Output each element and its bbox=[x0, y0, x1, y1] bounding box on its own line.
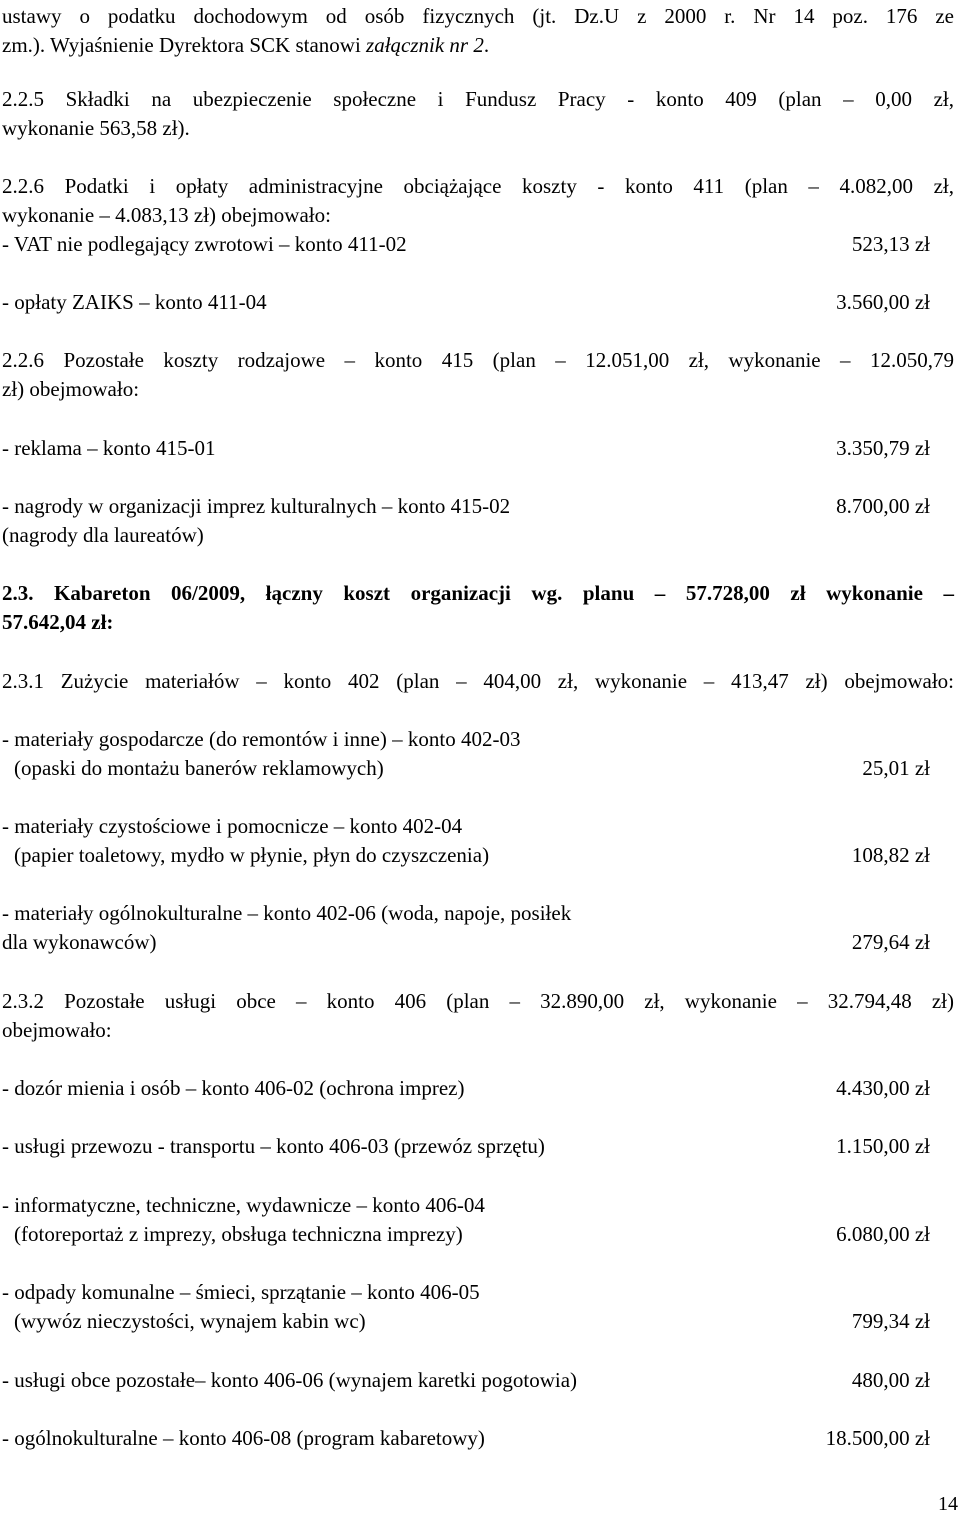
section-2-2-6-heading: 2.2.6 Podatki i opłaty administracyjne obciążające koszty - konto 411 (plan – 4.082,00 zł, bbox=[2, 174, 954, 198]
paragraph-line: ustawy o podatku dochodowym od osób fizycznych (jt. Dz.U z 2000 r. Nr 14 poz. 176 ze bbox=[2, 4, 954, 28]
line-item-label: - ogólnokulturalne – konto 406-08 (program kabaretowy) bbox=[2, 1426, 485, 1450]
line-item-amount: 480,00 zł bbox=[851, 1368, 930, 1392]
line-item-label: - opłaty ZAIKS – konto 411-04 bbox=[2, 290, 267, 314]
line-item-label: - informatyczne, techniczne, wydawnicze – konto 406-04 bbox=[2, 1193, 485, 1217]
page-number: 14 bbox=[938, 1493, 958, 1515]
paragraph-line: obejmowało: bbox=[2, 1018, 112, 1042]
line-item-amount: 108,82 zł bbox=[851, 843, 930, 867]
section-2-2-5-heading: 2.2.5 Składki na ubezpieczenie społeczne i Fundusz Pracy - konto 409 (plan – 0,00 zł, bbox=[2, 87, 954, 111]
line-item-label: - reklama – konto 415-01 bbox=[2, 436, 216, 460]
line-item-label: - VAT nie podlegający zwrotowi – konto 411-02 bbox=[2, 232, 407, 256]
line-item-label: - materiały ogólnokulturalne – konto 402-06 (woda, napoje, posiłek bbox=[2, 901, 572, 925]
line-item-sublabel: dla wykonawców) bbox=[2, 930, 157, 954]
paragraph-line: wykonanie – 4.083,13 zł) obejmowało: bbox=[2, 203, 331, 227]
paragraph-line bbox=[2, 35, 954, 56]
line-item-amount: 6.080,00 zł bbox=[836, 1222, 930, 1246]
line-item-label: - materiały czystościowe i pomocnicze – konto 402-04 bbox=[2, 814, 463, 838]
text: zm.). Wyjaśnienie Dyrektora SCK stanowi bbox=[2, 33, 367, 57]
line-item-amount: 8.700,00 zł bbox=[836, 494, 930, 518]
line-item-label: - usługi przewozu - transportu – konto 406-03 (przewóz sprzętu) bbox=[2, 1134, 545, 1158]
line-item-label: - materiały gospodarcze (do remontów i inne) – konto 402-03 bbox=[2, 727, 521, 751]
section-2-3-heading-cont: 57.642,04 zł: bbox=[2, 610, 114, 634]
line-item-amount: 4.430,00 zł bbox=[836, 1076, 930, 1100]
line-item-amount: 1.150,00 zł bbox=[836, 1134, 930, 1158]
line-item-sublabel: (nagrody dla laureatów) bbox=[2, 523, 204, 547]
line-item-amount: 799,34 zł bbox=[851, 1309, 930, 1333]
section-2-2-6b-heading: 2.2.6 Pozostałe koszty rodzajowe – konto 415 (plan – 12.051,00 zł, wykonanie – 12.050,79 bbox=[2, 348, 954, 372]
line-item-amount: 279,64 zł bbox=[851, 930, 930, 954]
line-item-sublabel: (fotoreportaż z imprezy, obsługa techniczna imprezy) bbox=[14, 1222, 463, 1246]
line-item-amount: 25,01 zł bbox=[862, 756, 930, 780]
line-item-label: - usługi obce pozostałe– konto 406-06 (wynajem karetki pogotowia) bbox=[2, 1368, 578, 1392]
line-item-amount: 523,13 zł bbox=[851, 232, 930, 256]
line-item-label: - nagrody w organizacji imprez kulturalnych – konto 415-02 bbox=[2, 494, 511, 518]
line-item-amount: 3.350,79 zł bbox=[836, 436, 930, 460]
line-item-label: - odpady komunalne – śmieci, sprzątanie – konto 406-05 bbox=[2, 1280, 480, 1304]
section-2-3-2-heading: 2.3.2 Pozostałe usługi obce – konto 406 (plan – 32.890,00 zł, wykonanie – 32.794,48 zł) bbox=[2, 989, 954, 1013]
line-item-sublabel: (opaski do montażu banerów reklamowych) bbox=[14, 756, 384, 780]
paragraph-line: zł) obejmowało: bbox=[2, 377, 140, 401]
attachment-ref: załącznik nr 2 bbox=[366, 33, 484, 57]
line-item-sublabel: (wywóz nieczystości, wynajem kabin wc) bbox=[14, 1309, 366, 1333]
section-2-3-heading: 2.3. Kabareton 06/2009, łączny koszt organizacji wg. planu – 57.728,00 zł wykonanie – bbox=[2, 581, 954, 605]
line-item-amount: 18.500,00 zł bbox=[825, 1426, 930, 1450]
section-2-3-1-heading: 2.3.1 Zużycie materiałów – konto 402 (plan – 404,00 zł, wykonanie – 413,47 zł) obejmowało: bbox=[2, 669, 954, 693]
line-item-sublabel: (papier toaletowy, mydło w płynie, płyn do czyszczenia) bbox=[14, 843, 490, 867]
text: . bbox=[483, 33, 490, 57]
line-item-amount: 3.560,00 zł bbox=[836, 290, 930, 314]
paragraph-line: wykonanie 563,58 zł). bbox=[2, 116, 190, 140]
line-item-label: - dozór mienia i osób – konto 406-02 (ochrona imprez) bbox=[2, 1076, 465, 1100]
